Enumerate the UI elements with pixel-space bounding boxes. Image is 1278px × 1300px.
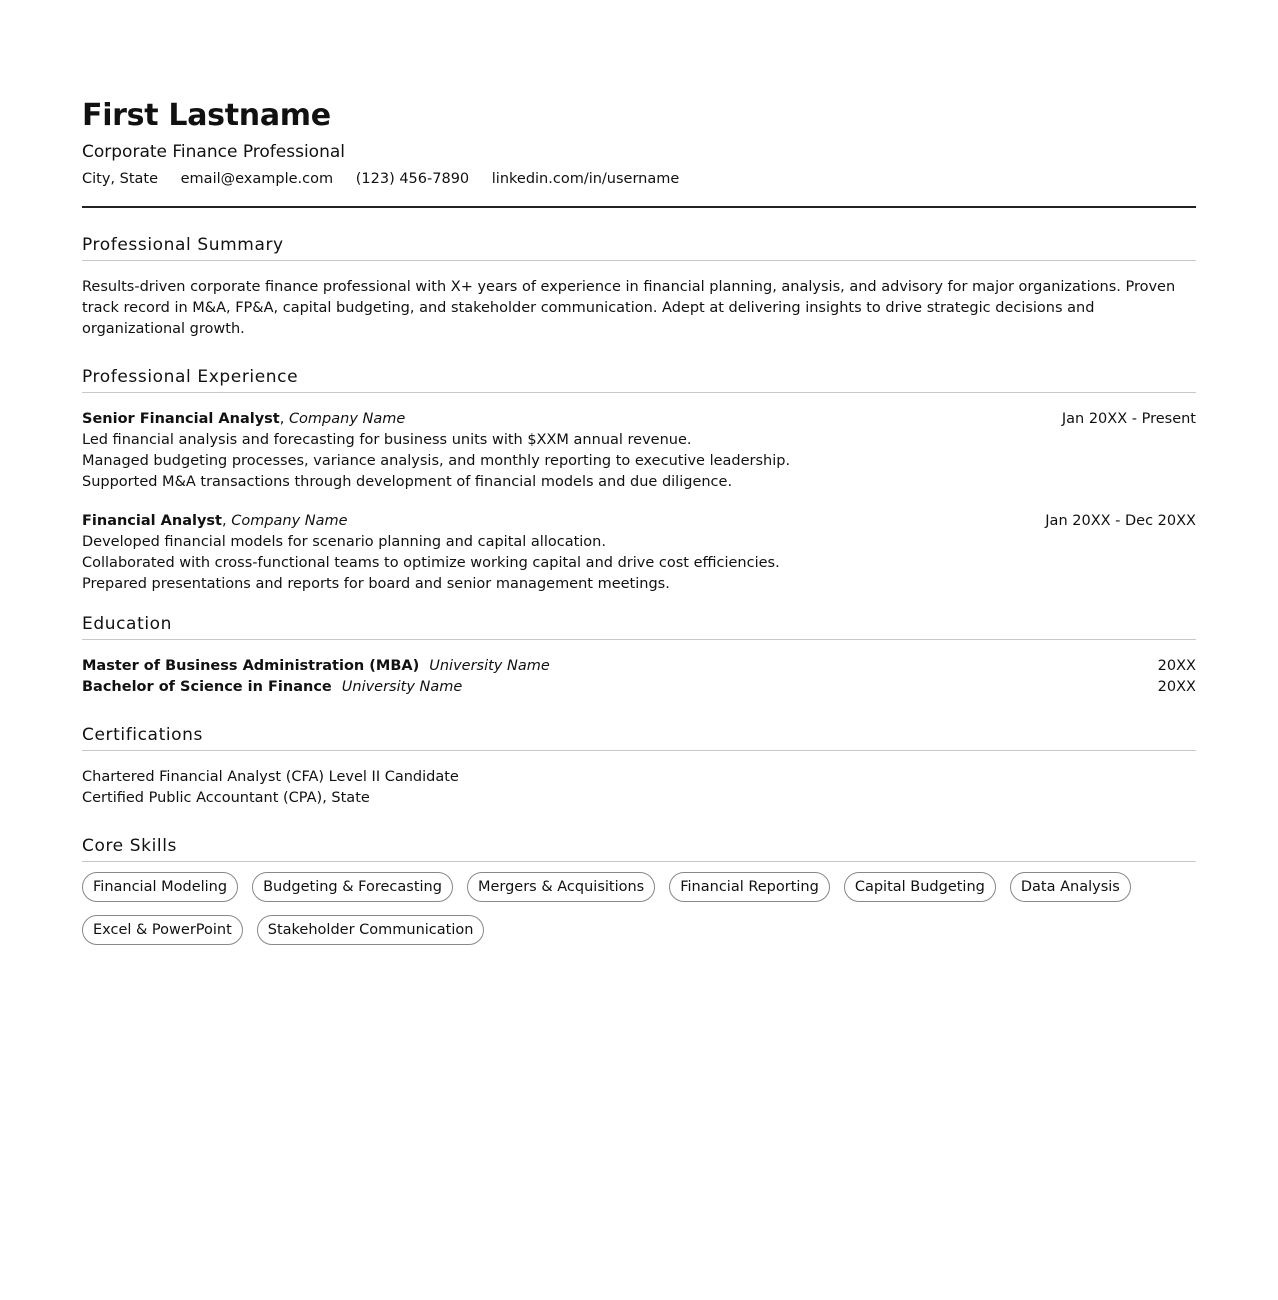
education-section: [82, 613, 1196, 698]
education-year: 20XX: [1157, 658, 1196, 674]
education-year: 20XX: [1157, 679, 1196, 695]
skill-chip: Stakeholder Communication: [257, 915, 485, 945]
skill-chip: Data Analysis: [1010, 872, 1131, 902]
experience-section: [82, 366, 1196, 595]
job-company: Company Name: [288, 411, 406, 427]
section-heading: Certifications: [82, 724, 1196, 751]
education-entry: [82, 677, 1196, 698]
degree: Bachelor of Science in Finance: [82, 679, 332, 695]
job-bullet: Developed financial models for scenario planning and capital allocation.: [82, 534, 606, 550]
section-heading: Professional Experience: [82, 366, 1196, 393]
job-company: Company Name: [231, 513, 348, 529]
skill-chip: Financial Modeling: [82, 872, 238, 902]
contact-line: [82, 168, 1196, 190]
education-entry: [82, 656, 1196, 677]
linkedin: linkedin.com/in/username: [491, 171, 680, 187]
job-bullet: Managed budgeting processes, variance analysis, and monthly reporting to executive leadership.: [82, 453, 791, 469]
section-heading: Education: [82, 613, 1196, 640]
header-divider: [82, 206, 1196, 208]
degree: Master of Business Administration (MBA): [82, 658, 420, 674]
certifications-section: [82, 724, 1196, 809]
skill-chip: Excel & PowerPoint: [82, 915, 243, 945]
summary-section: [82, 234, 1196, 340]
phone: (123) 456-7890: [355, 171, 470, 187]
job-bullet: Led financial analysis and forecasting for business units with $XXM annual revenue.: [82, 432, 692, 448]
section-heading: Core Skills: [82, 835, 1196, 862]
institution: University Name: [429, 658, 550, 674]
job-dates: Jan 20XX - Dec 20XX: [1045, 513, 1196, 529]
skills-section: [82, 835, 1196, 945]
resume: [82, 96, 1196, 945]
candidate-name: First Lastname: [82, 98, 331, 133]
skill-chip: Budgeting & Forecasting: [252, 872, 453, 902]
candidate-title: Corporate Finance Professional: [82, 142, 345, 162]
job-dates: Jan 20XX - Present: [1061, 411, 1196, 427]
certification-item: Certified Public Accountant (CPA), State: [82, 790, 370, 806]
skill-chip: Capital Budgeting: [844, 872, 996, 902]
job-bullet: Prepared presentations and reports for board and senior management meetings.: [82, 576, 670, 592]
job-entry: Financial Analyst, Company Name Jan 20XX - Dec 20XX Developed financial models for scenario planning and capital allocation. Collaborated with cross-functional teams to optimize working capital and drive cost efficiencies. Prepared presentations and reports for board and senior management meetings.: [82, 511, 1196, 595]
job-role: Financial Analyst: [82, 513, 222, 529]
certification-item: Chartered Financial Analyst (CFA) Level II Candidate: [82, 769, 459, 785]
skill-chip: Financial Reporting: [669, 872, 830, 902]
location: City, State: [82, 171, 159, 187]
job-role: Senior Financial Analyst: [82, 411, 280, 427]
job-bullet: Collaborated with cross-functional teams to optimize working capital and drive cost efficiencies.: [82, 555, 780, 571]
job-entry: Senior Financial Analyst, Company Name Jan 20XX - Present Led financial analysis and forecasting for business units with $XXM annual revenue. Managed budgeting processes, variance analysis, and monthly reporting to executive leadership. Supported M&A transactions through development of financial models and due diligence.: [82, 409, 1196, 493]
job-bullet: Supported M&A transactions through development of financial models and due diligence.: [82, 474, 733, 490]
skill-chip: Mergers & Acquisitions: [467, 872, 655, 902]
section-heading: Professional Summary: [82, 234, 1196, 261]
email: email@example.com: [180, 171, 334, 187]
summary-text: Results-driven corporate finance professional with X+ years of experience in financial planning, analysis, and advisory for major organizations. Proven track record in M&A, FP&A, capital budgeting, and stakeholder communication. Adept at delivering insights to drive strategic decisions and organizational growth.: [82, 279, 1176, 337]
institution: University Name: [341, 679, 463, 695]
